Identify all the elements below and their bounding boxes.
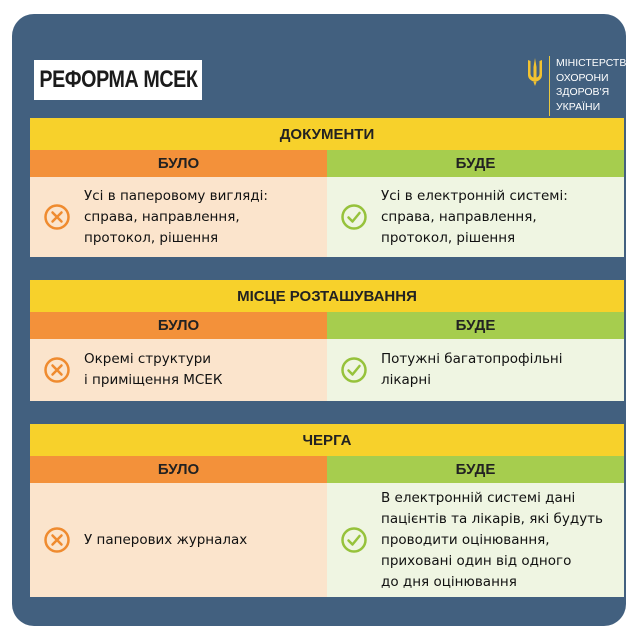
section-queue bbox=[30, 424, 624, 597]
ministry-name bbox=[556, 56, 634, 114]
ministry-name-line: МІНІСТЕРСТВО bbox=[556, 57, 635, 69]
was-text: Окремі структури і приміщення МСЕК bbox=[84, 351, 223, 388]
will-text: Усі в електронній системі: справа, направлення, протокол, рішення bbox=[381, 187, 568, 246]
cross-circle-icon bbox=[44, 357, 70, 383]
will-header: БУДЕ bbox=[327, 456, 624, 483]
check-circle-icon bbox=[341, 527, 367, 553]
ministry-logo bbox=[527, 56, 634, 116]
was-text: У паперових журналах bbox=[84, 531, 248, 548]
will-cell bbox=[327, 177, 624, 257]
check-circle-icon bbox=[341, 357, 367, 383]
was-header: БУЛО bbox=[30, 312, 327, 339]
check-circle-icon bbox=[341, 204, 367, 230]
section-documents bbox=[30, 118, 624, 257]
cross-circle-icon bbox=[44, 204, 70, 230]
will-header: БУДЕ bbox=[327, 312, 624, 339]
cross-circle-icon bbox=[44, 527, 70, 553]
will-text: Потужні багатопрофільні лікарні bbox=[381, 351, 563, 388]
trident-icon bbox=[527, 58, 543, 86]
title-box bbox=[34, 60, 202, 100]
will-cell bbox=[327, 339, 624, 401]
was-cell bbox=[30, 339, 327, 401]
was-header: БУЛО bbox=[30, 150, 327, 177]
logo-divider bbox=[549, 56, 550, 116]
section-title: ДОКУМЕНТИ bbox=[30, 118, 624, 150]
ministry-name-line: УКРАЇНИ bbox=[556, 100, 601, 113]
section-title: ЧЕРГА bbox=[30, 424, 624, 456]
infographic-card bbox=[12, 14, 635, 626]
section-location bbox=[30, 280, 624, 401]
page-title: РЕФОРМА МСЕК bbox=[38, 66, 198, 93]
will-header: БУДЕ bbox=[327, 150, 624, 177]
was-text: Усі в паперовому вигляді: справа, направлення, протокол, рішення bbox=[84, 187, 268, 246]
will-cell bbox=[327, 483, 624, 597]
ministry-name-line: ОХОРОНИ bbox=[556, 71, 609, 84]
will-text: В електронній системі дані пацієнтів та лікарів, які будуть проводити оцінювання, приховані один від одного до дня оцінювання bbox=[381, 489, 604, 590]
was-cell bbox=[30, 483, 327, 597]
was-header: БУЛО bbox=[30, 456, 327, 483]
ministry-name-line: ЗДОРОВ'Я bbox=[556, 86, 610, 98]
was-cell bbox=[30, 177, 327, 257]
section-title: МІСЦЕ РОЗТАШУВАННЯ bbox=[30, 280, 624, 312]
